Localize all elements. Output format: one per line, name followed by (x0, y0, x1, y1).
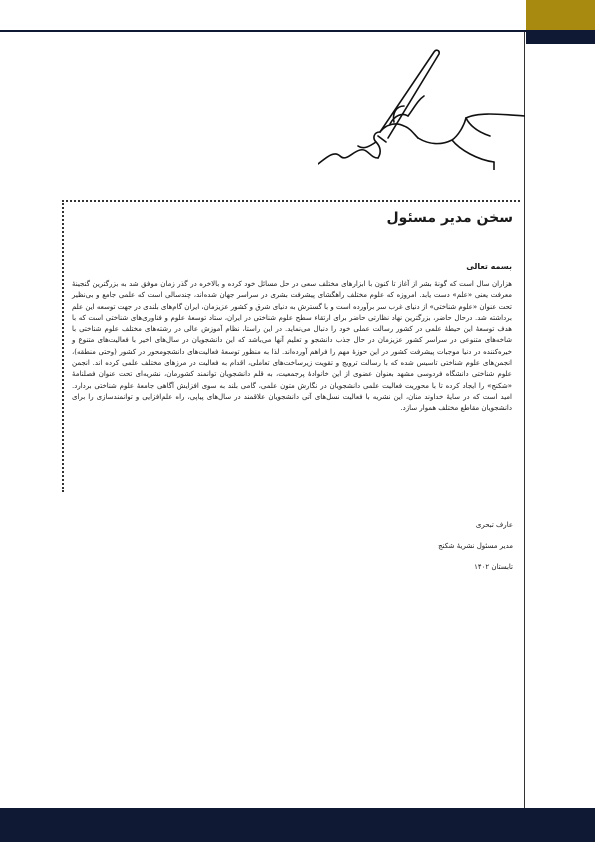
body-paragraph: هزاران سال است که گونهٔ بشر از آغاز تا کنون با ابزارهای مختلف سعی در حل مسائل خود کرده و بالاخره در گذر زمان موفق شد به بزرگترین گنجینهٔ معرفت یعنی «علم» دست یابد. امروزه که علوم مختلف راهگشای پیشرفت بشری در سراسر جهان شده‌اند، چندسالی است که علمی جامع و بی‌نظیر تحت عنوان «علوم شناختی» از دنیای غرب سر برآورده است و با گسترش به دنیای شرق و کشور عزیزمان، ایران گام‌های بلندی در جهت توسعه این علم برداشته شد. درحال حاضر، بزرگترین نهاد نظارتی حاضر برای ارتقاء سطح علوم شناختی در ایران، ستاد توسعهٔ علوم و فناوری‌های شناختی است که با هدف توسعهٔ این حیطهٔ علمی در کشور رسالت عملی خود را دنبال می‌نماید. در این راستا، نظام آموزش عالی در رشته‌های مختلف علوم شناختی با شاخه‌های متنوعی در سراسر کشور عزیزمان در حال جذب دانشجو و تعلیم آنها می‌باشد که این دانشجویان در سال‌های اخیر با فعالیت‌های متنوع و خیره‌کننده در دنیا موجبات پیشرفت کشور در این حوزهٔ مهم را فراهم آورده‌اند. لذا به منظور توسعهٔ فعالیت‌های دانشجومحور در کشور (وحتی منطقه)، انجمن‌های علوم شناختی تاسیس شده که با رسالت ترویج و تقویت زیرساخت‌های تعاملی، اقدام به فعالیت در مرزهای مختلف علمی کرده اند. انجمن علوم شناختی دانشگاه فردوسی مشهد بعنوان عضوی از این خانوادهٔ پرجمعیت، به قلم دانشجویان توانمند کشورمان، نشریه‌ای تحت عنوان فصلنامهٔ «شکنج» را ایجاد کرده تا با محوریت فعالیت علمی دانشجویان در نگارش متون علمی، گامی بلند به سوی افزایش آگاهی جامعهٔ علوم شناختی بردارد. امید است که در سایهٔ خداوند منان، این نشریه با فعالیت نسل‌های آتی دانشجویان علاقمند در سال‌های پیاپی، راه علم‌افزایی و توانمندسازی را برای دانشجویان مقاطع مختلف هموار سازد. (72, 280, 512, 413)
hand-writing-with-pen-icon (318, 46, 525, 170)
frame-dotted-top (62, 200, 520, 202)
signature-role: مدیر مسئول نشریهٔ شکنج (438, 542, 513, 550)
footer-band (0, 808, 595, 842)
header-rule (0, 30, 526, 32)
corner-block-gold (526, 0, 595, 30)
article-body (72, 262, 512, 415)
frame-dotted-left (62, 200, 64, 492)
signature-name: عارف تبحری (475, 521, 513, 529)
signature-date: تابستان ۱۴۰۲ (474, 563, 513, 571)
bismillah: بسمه تعالی (466, 262, 512, 271)
signature-block (438, 520, 513, 583)
page-title: سخن مدیر مسئول (386, 210, 513, 226)
